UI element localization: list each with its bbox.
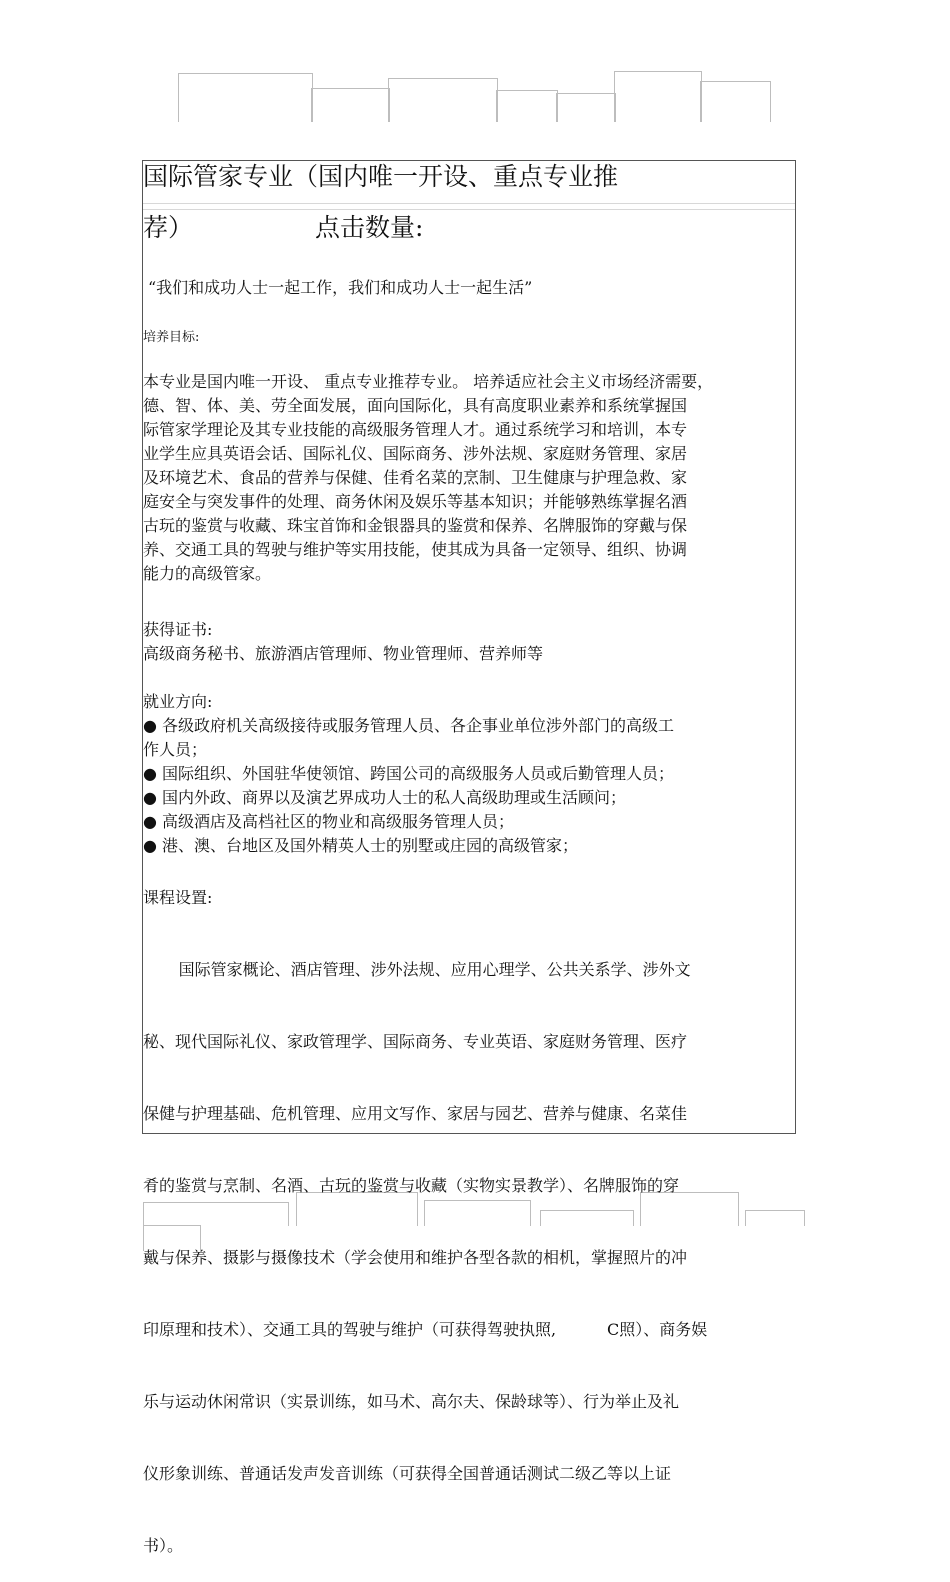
course-line: 仪形象训练、普通话发声发音训练（可获得全国普通话测试二级乙等以上证	[143, 1464, 672, 1483]
objective-line: 本专业是国内唯一开设、 重点专业推荐专业。 培养适应社会主义市场经济需要，	[143, 372, 714, 391]
top-table-fragment	[311, 88, 390, 122]
course-line: 秘、现代国际礼仪、家政管理学、国际商务、专业英语、家庭财务管理、医疗	[143, 1032, 688, 1051]
page-title-line2: 荐）	[143, 213, 194, 242]
course-heading: 课程设置:	[143, 888, 213, 907]
certificate-heading: 获得证书:	[143, 620, 213, 639]
top-table-fragment	[700, 81, 771, 122]
objective-heading: 培养目标:	[143, 330, 200, 345]
top-table-fragment	[178, 73, 313, 122]
top-table-fragment	[496, 90, 558, 122]
course-paragraph	[143, 910, 707, 1582]
top-table-fragment	[614, 71, 702, 122]
career-item: ● 国际组织、外国驻华使领馆、跨国公司的高级服务人员或后勤管理人员；	[143, 764, 675, 783]
course-line: 国际管家概论、酒店管理、涉外法规、应用心理学、公共关系学、涉外文	[143, 960, 691, 979]
course-line: 保健与护理基础、危机管理、应用文写作、家居与园艺、营养与健康、名菜佳	[143, 1104, 688, 1123]
course-line: 戴与保养、摄影与摄像技术（学会使用和维护各型各款的相机，掌握照片的冲	[143, 1248, 688, 1267]
course-line: 书）。	[143, 1536, 184, 1555]
title-separator	[143, 203, 795, 204]
top-table-fragment	[388, 78, 498, 122]
page-title-line1: 国际管家专业（国内唯一开设、重点专业推	[143, 162, 619, 191]
objective-line: 能力的高级管家。	[143, 564, 272, 583]
career-item: ● 国内外政、商界以及演艺界成功人士的私人高级助理或生活顾问；	[143, 788, 627, 807]
motto-quote: “我们和成功人士一起工作，我们和成功人士一起生活”	[148, 278, 533, 297]
course-line: 乐与运动休闲常识（实景训练，如马术、高尔夫、保龄球等）、行为举止及礼	[143, 1392, 680, 1411]
objective-line: 业学生应具英语会话、国际礼仪、国际商务、涉外法规、家庭财务管理、家居	[143, 444, 688, 463]
objective-line: 及环境艺术、食品的营养与保健、佳肴名菜的烹制、卫生健康与护理急救、家	[143, 468, 688, 487]
objective-paragraph	[143, 370, 713, 586]
career-item: ● 高级酒店及高档社区的物业和高级服务管理人员；	[143, 812, 515, 831]
course-line: 印原理和技术）、交通工具的驾驶与维护（可获得驾驶执照, C照）、商务娱	[143, 1320, 708, 1339]
objective-line: 养、交通工具的驾驶与维护等实用技能，使其成为具备一定领导、组织、协调	[143, 540, 688, 559]
career-heading: 就业方向:	[143, 692, 213, 711]
objective-line: 庭安全与突发事件的处理、商务休闲及娱乐等基本知识；并能够熟练掌握名酒	[143, 492, 688, 511]
bottom-table-fragment	[745, 1210, 805, 1226]
course-line: 肴的鉴赏与烹制、名酒、古玩的鉴赏与收藏（实物实景教学）、名牌服饰的穿	[143, 1176, 680, 1195]
objective-line: 德、智、体、美、劳全面发展，面向国际化，具有高度职业素养和系统掌握国	[143, 396, 688, 415]
career-list	[143, 714, 674, 858]
objective-line: 际管家学理论及其专业技能的高级服务管理人才。通过系统学习和培训，本专	[143, 420, 688, 439]
career-item: ● 各级政府机关高级接待或服务管理人员、各企事业单位涉外部门的高级工	[143, 716, 675, 735]
career-item: ● 港、澳、台地区及国外精英人士的别墅或庄园的高级管家；	[143, 836, 579, 855]
objective-line: 古玩的鉴赏与收藏、珠宝首饰和金银器具的鉴赏和保养、名牌服饰的穿戴与保	[143, 516, 688, 535]
click-count-label: 点击数量:	[315, 213, 424, 242]
title-separator	[143, 209, 795, 210]
top-table-fragment	[556, 93, 616, 122]
certificate-text: 高级商务秘书、旅游酒店管理师、物业管理师、营养师等	[143, 644, 544, 663]
career-item: 作人员；	[143, 740, 208, 759]
